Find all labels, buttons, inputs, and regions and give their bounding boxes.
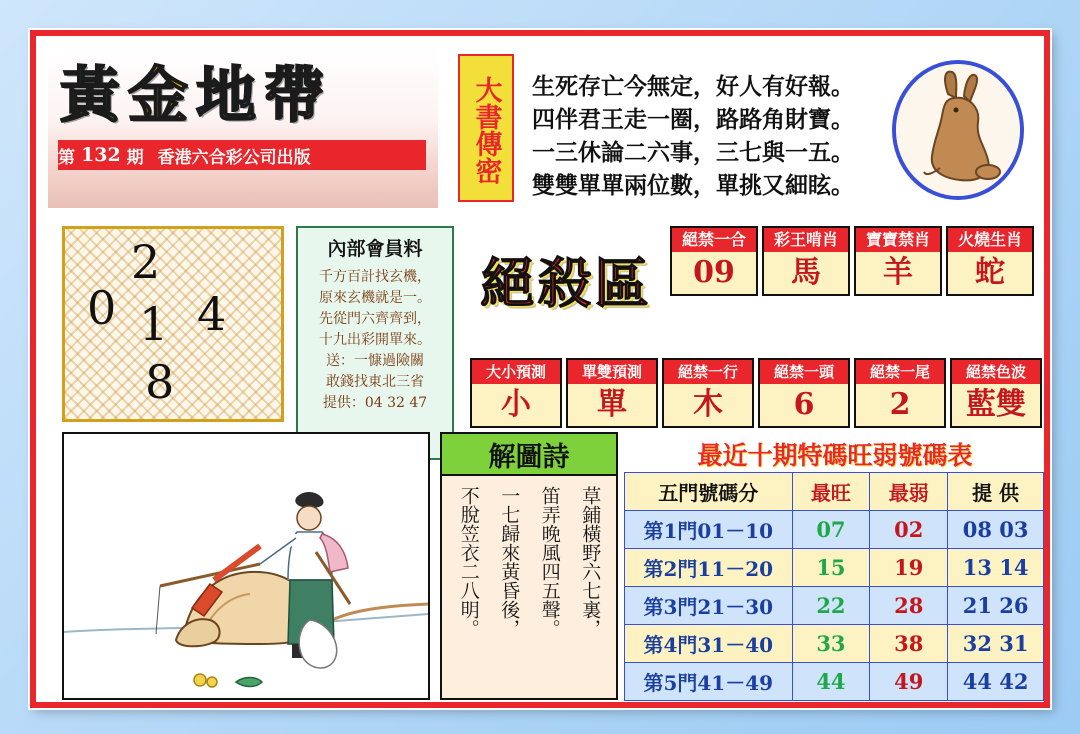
col-header-hot: 最旺 [792,473,870,511]
logo-band [48,48,438,208]
lucky-digit-2: 0 [87,281,117,335]
grid-header: 絕禁一尾 [856,360,944,384]
grid-header: 大小預測 [472,360,560,384]
grid-value: 2 [856,384,944,426]
grid-header: 絕禁一合 [672,228,756,252]
row-hot: 15 [792,549,870,587]
poem-line-3: 一三休論二六事，三七與一五。 [532,139,854,166]
grid-header: 絕禁一頭 [760,360,848,384]
poem-line-1: 生死存亡今無定，好人有好報。 [532,73,854,100]
grid-cell [946,226,1034,296]
interpretation-poem-box [440,432,618,700]
row-cold: 02 [870,511,948,549]
illustration-panel [62,432,430,700]
lucky-digit-5: 8 [145,355,175,409]
grid-cell [854,358,946,428]
grid-cell [470,358,562,428]
poem-column-2: 笛弄晚風四五聲。 [538,486,561,638]
member-line-6: 敢錢找東北三省 [326,374,424,390]
row-label: 第4門31－40 [625,625,793,663]
row-label: 第3門21－30 [625,587,793,625]
col-header-cold: 最弱 [870,473,948,511]
grid-cell [950,358,1042,428]
member-line-4: 十九出彩開單來。 [319,332,431,348]
grid-value: 09 [672,252,756,294]
poem-column-3: 一七歸來黃昏後， [498,486,521,638]
grid-value: 羊 [856,252,940,294]
grid-cell [670,226,758,296]
rabbit-icon [892,60,1024,200]
row-hot: 44 [792,663,870,701]
grid-value: 木 [664,384,752,426]
col-header-group: 五門號碼分 [625,473,793,511]
grid-value: 單 [568,384,656,426]
grid-value: 馬 [764,252,848,294]
row-provide: 08 03 [948,511,1044,549]
logo-char-3: 地 [196,61,256,131]
col-header-provide: 提 供 [948,473,1044,511]
table-row [625,663,1044,701]
forbidden-grid-row1 [670,226,1042,300]
row-hot: 07 [792,511,870,549]
logo-title [60,60,430,136]
grid-value: 藍雙 [952,384,1040,426]
hot-table-title: 最近十期特碼旺弱號碼表 [697,441,973,470]
row-label: 第5門41－49 [625,663,793,701]
poster-page [30,30,1050,708]
rabbit-illustration-svg [896,64,1020,196]
grid-cell [758,358,850,428]
poem-column-4: 不脫笠衣二八明。 [457,486,480,638]
table-row [625,625,1044,663]
poem-column-1: 草鋪橫野六七裏， [579,486,602,638]
hot-cold-table [624,472,1044,701]
publisher: 香港六合彩公司出版 [157,147,311,168]
grid-cell [854,226,942,296]
row-cold: 28 [870,587,948,625]
issue-label: 第 [58,147,75,168]
grid-value: 蛇 [948,252,1032,294]
issue-suffix: 期 [126,147,144,168]
row-provide: 44 42 [948,663,1044,701]
issue-bar [58,140,426,170]
poster-inner [40,40,1040,698]
lucky-number-box [62,226,284,422]
vertical-banner: 大書傳密 [458,54,514,202]
grid-cell [662,358,754,428]
poem-columns [442,476,616,698]
table-row [625,511,1044,549]
row-label: 第2門11－20 [625,549,793,587]
grid-header: 彩王啃肖 [764,228,848,252]
table-header-row [625,473,1044,511]
forbidden-zone-label: 絕殺區 [480,250,652,315]
member-info-box [296,226,454,460]
row-hot: 22 [792,587,870,625]
poem-line-2: 四伴君王走一圈，路路角財寶。 [532,106,854,133]
poem-box-title: 解圖詩 [442,434,616,476]
member-line-7: 提供：04 32 47 [322,395,428,411]
row-cold: 19 [870,549,948,587]
forbidden-grid-row2 [470,358,1042,432]
lucky-digit-3: 1 [139,297,169,351]
member-line-1: 千方百計找玄機， [319,269,431,285]
grid-header: 火燒生肖 [948,228,1032,252]
grid-header: 絕禁色波 [952,360,1040,384]
member-title: 內部會員料 [327,238,423,260]
table-row [625,587,1044,625]
member-line-2: 原來玄機就是一。 [319,290,431,306]
logo-char-2: 金 [128,61,188,131]
row-cold: 49 [870,663,948,701]
member-line-3: 先從門六齊齊到， [319,311,431,327]
grid-cell [566,358,658,428]
row-label: 第1門01－10 [625,511,793,549]
farmer-illustration [64,434,428,698]
issue-number: 132 [81,144,121,166]
table-row [625,549,1044,587]
grid-cell [762,226,850,296]
row-provide: 32 31 [948,625,1044,663]
member-lines [298,263,452,414]
lucky-digit-4: 4 [197,287,227,341]
poem-line-4: 雙雙單單兩位數，單挑又細眩。 [532,172,854,199]
row-provide: 13 14 [948,549,1044,587]
logo-char-1: 黃 [60,61,120,131]
grid-value: 6 [760,384,848,426]
row-cold: 38 [870,625,948,663]
grid-value: 小 [472,384,560,426]
member-line-5: 送：一慷過險關 [326,353,424,369]
row-provide: 21 26 [948,587,1044,625]
header-poem [532,70,942,202]
header [40,40,1040,210]
forbidden-zone-title [468,238,664,320]
row-hot: 33 [792,625,870,663]
grid-header: 單雙預測 [568,360,656,384]
lucky-digit-1: 2 [131,235,161,289]
logo-char-4: 帶 [264,61,324,131]
grid-header: 寶寶禁肖 [856,228,940,252]
grid-header: 絕禁一行 [664,360,752,384]
